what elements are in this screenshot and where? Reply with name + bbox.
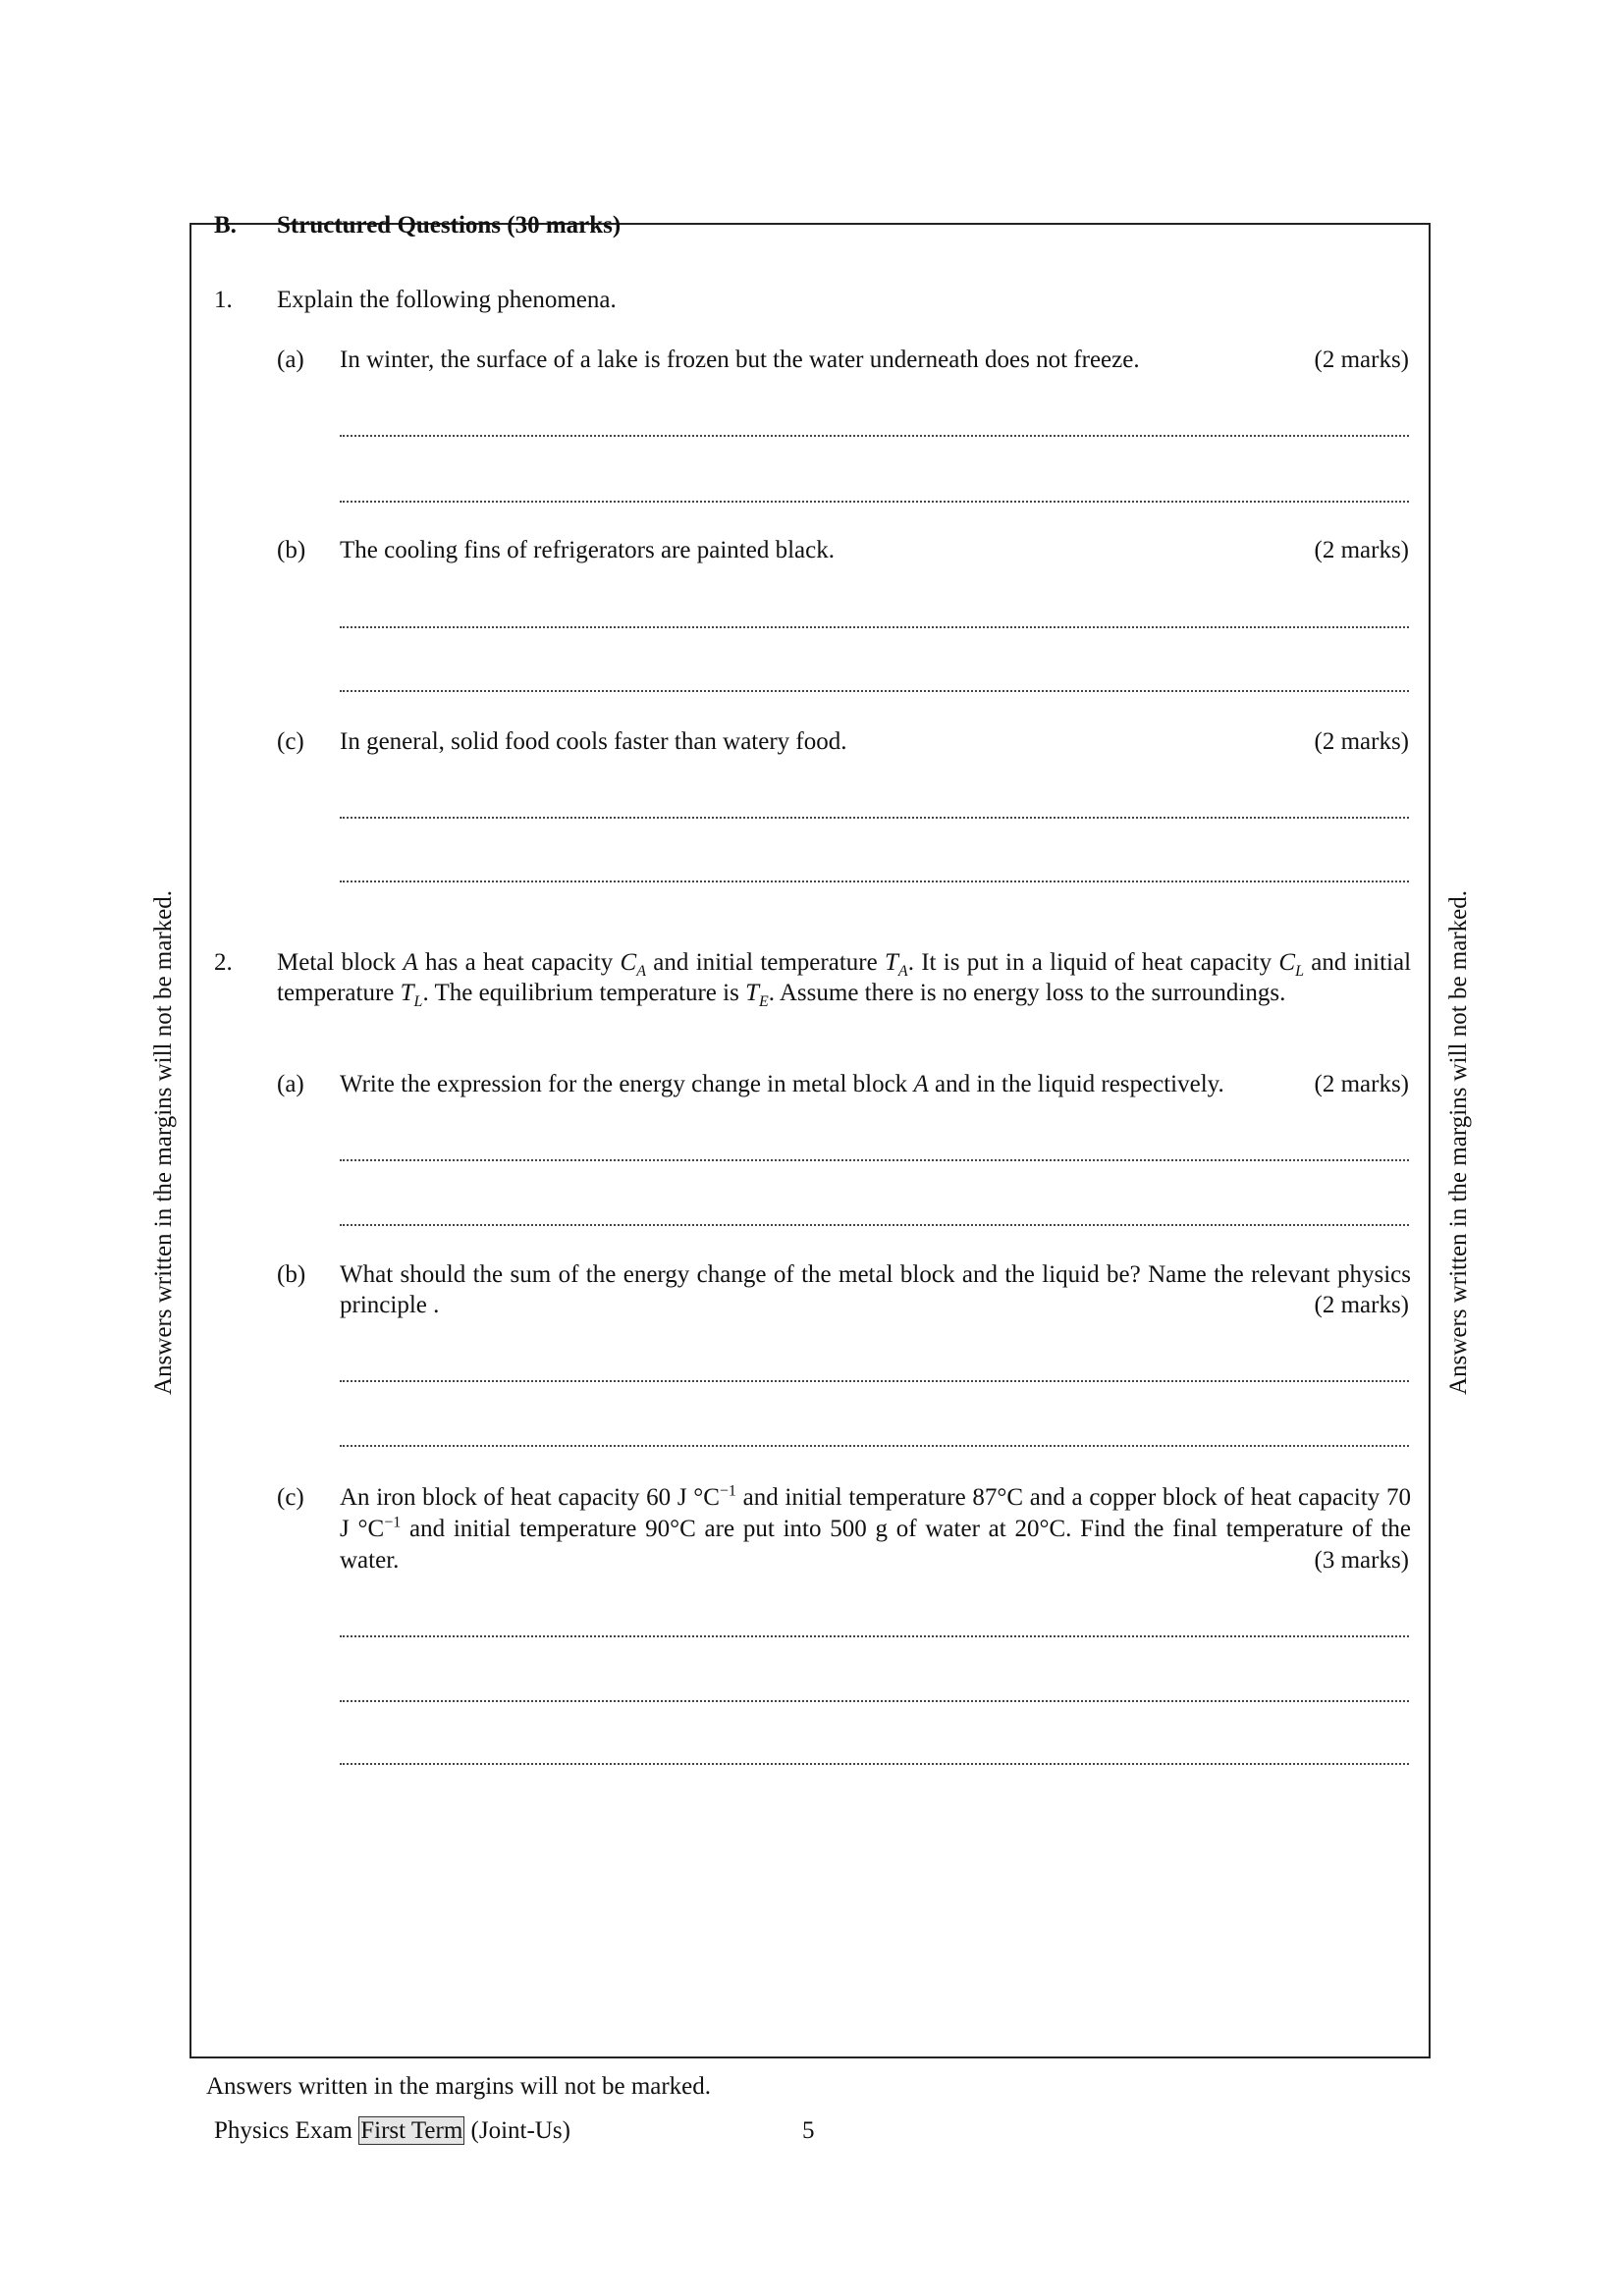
section-title: Structured Questions (30 marks) (277, 212, 622, 239)
variable: A (403, 949, 418, 976)
left-margin-note: Answers written in the margins will not be marked. (150, 889, 177, 1396)
answer-line[interactable] (340, 1380, 1409, 1382)
subscript: L (413, 993, 423, 1010)
unit-exponent: −1 (384, 1514, 402, 1531)
variable: T (885, 949, 898, 976)
answer-line[interactable] (340, 1700, 1409, 1702)
section-letter: B. (214, 212, 237, 239)
answer-line[interactable] (340, 1224, 1409, 1226)
stem-text: Metal block (277, 949, 404, 976)
answer-line[interactable] (340, 435, 1409, 437)
question-2-stem (277, 947, 1411, 1008)
answer-line[interactable] (340, 881, 1409, 882)
q2a-text-before: Write the expression for the energy change in metal block (340, 1071, 914, 1097)
stem-text: and initial temperature (277, 949, 1412, 1006)
unit-exponent: −1 (719, 1482, 736, 1500)
q2b-label: (b) (277, 1261, 306, 1288)
footer-note: Answers written in the margins will not be marked. (206, 2073, 712, 2100)
exam-term-field[interactable]: First Term (360, 2117, 463, 2144)
q2a-text (340, 1069, 1224, 1099)
q1b-label: (b) (277, 537, 306, 563)
q2c-text-3: and initial temperature 90°C are put into 500 g of water at 20°C. Find the final temperature of the water. (340, 1516, 1412, 1574)
question-1-stem: Explain the following phenomena. (277, 287, 617, 313)
q1b-marks: (2 marks) (1314, 537, 1409, 563)
q1a-text: In winter, the surface of a lake is frozen but the water underneath does not freeze. (340, 347, 1140, 373)
footer-exam (214, 2115, 570, 2146)
stem-text: . Assume there is no energy loss to the surroundings. (768, 980, 1286, 1006)
q2c-text (340, 1482, 1411, 1576)
stem-text: . It is put in a liquid of heat capacity (907, 949, 1279, 976)
variable: C (1278, 949, 1296, 976)
right-margin-note: Answers written in the margins will not be marked. (1445, 889, 1472, 1396)
question-1-number: 1. (214, 287, 233, 313)
q2c-label: (c) (277, 1484, 304, 1511)
q2b-text: What should the sum of the energy change of the metal block and the liquid be? Name the relevant physics principle . (340, 1261, 1411, 1318)
q2a-variable: A (913, 1071, 929, 1097)
q1c-label: (c) (277, 728, 304, 755)
answer-line[interactable] (340, 1763, 1409, 1765)
subscript: E (758, 993, 769, 1010)
stem-text: . The equilibrium temperature is (422, 980, 746, 1006)
q2c-text-1: An iron block of heat capacity 60 J °C (340, 1484, 720, 1511)
answer-line[interactable] (340, 690, 1409, 692)
page-number: 5 (802, 2117, 815, 2144)
answer-line[interactable] (340, 1635, 1409, 1637)
variable: T (400, 980, 414, 1006)
answer-frame (189, 223, 1431, 2058)
subscript: L (1295, 963, 1304, 980)
answer-line[interactable] (340, 1445, 1409, 1447)
question-2-number: 2. (214, 949, 233, 976)
q2b-marks: (2 marks) (1314, 1292, 1409, 1318)
q2a-label: (a) (277, 1071, 304, 1097)
q1c-marks: (2 marks) (1314, 728, 1409, 755)
q2a-marks: (2 marks) (1314, 1071, 1409, 1097)
q1c-text: In general, solid food cools faster than watery food. (340, 728, 847, 755)
answer-line[interactable] (340, 626, 1409, 628)
exam-name: Physics Exam (214, 2117, 352, 2144)
subscript: A (636, 963, 647, 980)
exam-school: (Joint-Us) (470, 2117, 570, 2144)
q2c-marks: (3 marks) (1314, 1547, 1409, 1574)
stem-text: and initial temperature (646, 949, 885, 976)
answer-line[interactable] (340, 501, 1409, 503)
q2c-text-2: and initial temperature 87°C and a copper block of heat capacity 70 J °C (340, 1484, 1411, 1542)
q1a-marks: (2 marks) (1314, 347, 1409, 373)
q1a-label: (a) (277, 347, 304, 373)
variable: C (620, 949, 637, 976)
variable: T (745, 980, 759, 1006)
q2a-text-after: and in the liquid respectively. (928, 1071, 1224, 1097)
subscript: A (897, 963, 908, 980)
answer-line[interactable] (340, 1159, 1409, 1161)
answer-line[interactable] (340, 817, 1409, 819)
q1b-text: The cooling fins of refrigerators are painted black. (340, 537, 835, 563)
stem-text: has a heat capacity (417, 949, 621, 976)
